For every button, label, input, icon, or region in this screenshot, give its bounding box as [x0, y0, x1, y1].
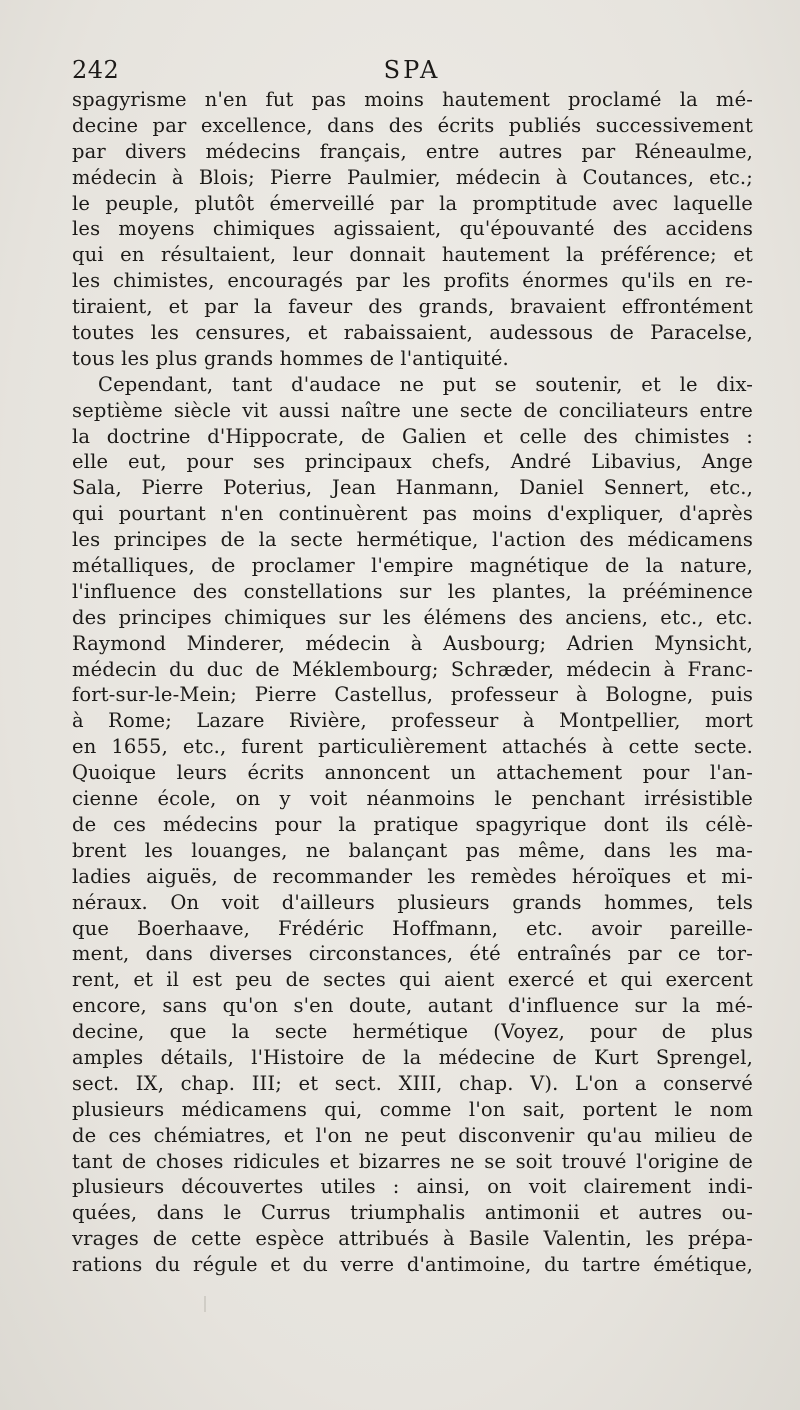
text-line: ment, dans diverses circonstances, été entraînés par ce tor- [72, 942, 753, 966]
text-line: de ces chémiatres, et l'on ne peut disconvenir qu'au milieu de [72, 1123, 753, 1147]
running-head: SPA [383, 56, 441, 84]
text-line: rations du régule et du verre d'antimoine, du tartre émétique, [72, 1253, 753, 1277]
text-line: decine par excellence, dans des écrits publiés successivement [72, 113, 753, 137]
text-line: métalliques, de proclamer l'empire magnétique de la nature, [72, 554, 753, 578]
text-line: spagyrisme n'en fut pas moins hautement proclamé la mé- [72, 88, 753, 111]
text-line: rent, et il est peu de sectes qui aient exercé et qui exercent [72, 968, 753, 992]
text-line: médecin à Blois; Pierre Paulmier, médecin à Coutances, etc.; [72, 165, 753, 189]
text-line: ladies aiguës, de recommander les remèdes héroïques et mi- [72, 864, 753, 888]
text-line: par divers médecins français, entre autres par Réneaulme, [72, 139, 753, 163]
text-line: le peuple, plutôt émerveillé par la promptitude avec laquelle [72, 191, 753, 215]
text-line: que Boerhaave, Frédéric Hoffmann, etc. avoir pareille- [72, 916, 753, 940]
text-line: en 1655, etc., furent particulièrement attachés à cette secte. [72, 735, 753, 759]
text-line: des principes chimiques sur les élémens des anciens, etc., etc. [72, 605, 753, 629]
text-line: qui en résultaient, leur donnait hautement la préférence; et [72, 243, 753, 267]
text-line: médecin du duc de Méklembourg; Schræder, médecin à Franc- [72, 657, 753, 681]
text-line: Quoique leurs écrits annoncent un attachement pour l'an- [72, 761, 753, 785]
page-number: 242 [72, 56, 120, 84]
paper-blemish [204, 1296, 206, 1312]
text-line: Sala, Pierre Poterius, Jean Hanmann, Daniel Sennert, etc., [72, 476, 753, 500]
text-line: vrages de cette espèce attribués à Basile Valentin, les prépa- [72, 1227, 753, 1251]
text-line: les moyens chimiques agissaient, qu'épouvanté des accidens [72, 217, 753, 241]
text-line: les chimistes, encouragés par les profits énormes qu'ils en re- [72, 269, 753, 293]
text-line: l'influence des constellations sur les plantes, la prééminence [72, 579, 753, 603]
text-line: decine, que la secte hermétique (Voyez, pour de plus [72, 1020, 753, 1044]
text-line: tous les plus grands hommes de l'antiquité. [72, 346, 509, 370]
text-line: elle eut, pour ses principaux chefs, André Libavius, Ange [72, 450, 753, 474]
text-line: plusieurs médicamens qui, comme l'on sait, portent le nom [72, 1097, 753, 1121]
text-line: fort-sur-le-Mein; Pierre Castellus, professeur à Bologne, puis [72, 683, 753, 707]
text-line: quées, dans le Currus triumphalis antimonii et autres ou- [72, 1201, 753, 1225]
text-line: de ces médecins pour la pratique spagyrique dont ils célè- [72, 812, 753, 836]
page-header [72, 52, 752, 88]
text-line: encore, sans qu'on s'en doute, autant d'influence sur la mé- [72, 994, 753, 1018]
text-line: amples détails, l'Histoire de la médecine de Kurt Sprengel, [72, 1045, 753, 1069]
text-line: tant de choses ridicules et bizarres ne se soit trouvé l'origine de [72, 1149, 753, 1173]
body-text [72, 87, 753, 1278]
text-line: à Rome; Lazare Rivière, professeur à Montpellier, mort [72, 709, 753, 733]
text-line: toutes les censures, et rabaissaient, audessous de Paracelse, [72, 321, 753, 345]
text-line: la doctrine d'Hippocrate, de Galien et celle des chimistes : [72, 424, 753, 448]
text-line: qui pourtant n'en continuèrent pas moins d'expliquer, d'après [72, 502, 753, 526]
text-line: Raymond Minderer, médecin à Ausbourg; Adrien Mynsicht, [72, 631, 753, 655]
text-line: Cependant, tant d'audace ne put se soutenir, et le dix- [98, 372, 753, 396]
text-line: tiraient, et par la faveur des grands, bravaient effrontément [72, 295, 753, 319]
text-line: cienne école, on y voit néanmoins le penchant irrésistible [72, 787, 753, 811]
text-line: brent les louanges, ne balançant pas même, dans les ma- [72, 838, 753, 862]
text-line: les principes de la secte hermétique, l'action des médicamens [72, 528, 753, 552]
text-line: plusieurs découvertes utiles : ainsi, on voit clairement indi- [72, 1175, 753, 1199]
text-line: septième siècle vit aussi naître une secte de conciliateurs entre [72, 398, 753, 422]
text-line: sect. IX, chap. III; et sect. XIII, chap. V). L'on a conservé [72, 1071, 753, 1095]
text-line: néraux. On voit d'ailleurs plusieurs grands hommes, tels [72, 890, 753, 914]
